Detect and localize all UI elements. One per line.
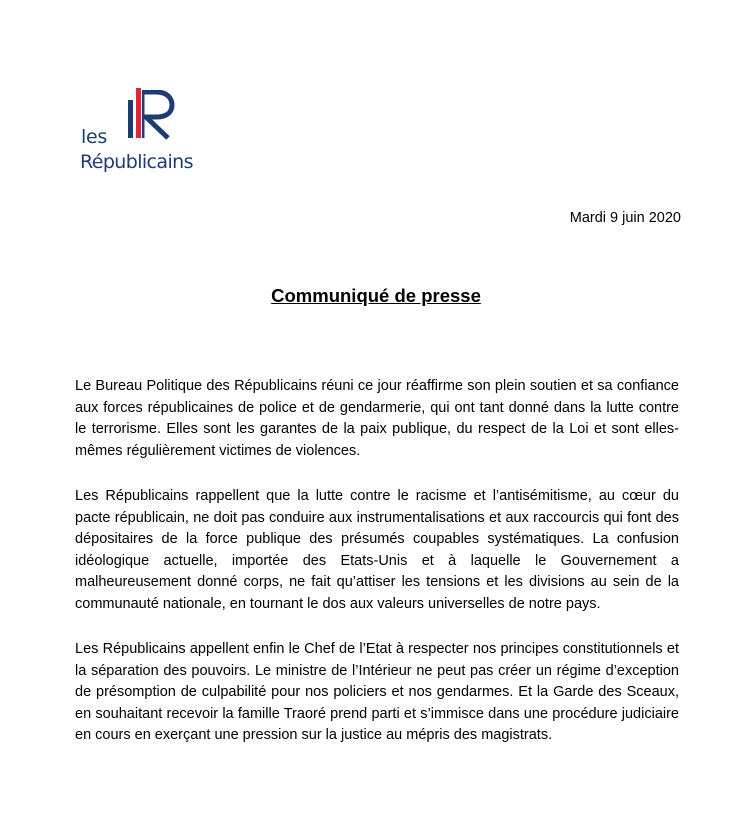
document-title: Communiqué de presse — [271, 285, 481, 306]
paragraph-2: Les Républicains rappellent que la lutte contre le racisme et l’antisémitisme, au cœur du pacte républicain, ne doit pas conduire aux instrumentalisations et aux raccourcis qui font des dépositaires de la force publique des présumés coupables systématiques. La confusion idéologique actuelle, importée des Etats-Unis et à laquelle le Gouvernement a malheureusement donné corps, ne fait qu’attiser les tensions et les divisions au sein de la communauté nationale, en tournant le dos aux valeurs universelles de notre pays. — [75, 488, 679, 612]
document-body — [75, 376, 679, 771]
paragraph-3: Les Républicains appellent enfin le Chef de l’Etat à respecter nos principes constitutionnels et la séparation des pouvoirs. Le ministre de l’Intérieur ne peut pas créer un régime d’exception de présomption de culpabilité pour nos policiers et nos gendarmes. Et la Garde des Sceaux, en souhaitant recevoir la famille Traoré prend parti et s’immisce dans une procédure judiciaire en cours en exerçant une pression sur la justice au mépris des magistrats. — [75, 641, 679, 743]
logo-red-bar — [136, 88, 141, 138]
logo-blue-bar — [128, 100, 133, 138]
paragraph-1: Le Bureau Politique des Républicains réuni ce jour réaffirme son plein soutien et sa confiance aux forces républicaines de police et de gendarmerie, qui ont tant donné dans la lutte contre le terrorisme. Elles sont les garantes de la paix publique, du respect de la Loi et sont elles-mêmes régulièrement victimes de violences. — [75, 378, 679, 459]
logo-text-republicains: Républicains — [80, 151, 193, 173]
document-date: Mardi 9 juin 2020 — [569, 210, 681, 226]
logo-r-mark — [142, 90, 178, 140]
les-republicains-logo — [80, 88, 220, 188]
logo-text-les: les — [81, 126, 107, 148]
